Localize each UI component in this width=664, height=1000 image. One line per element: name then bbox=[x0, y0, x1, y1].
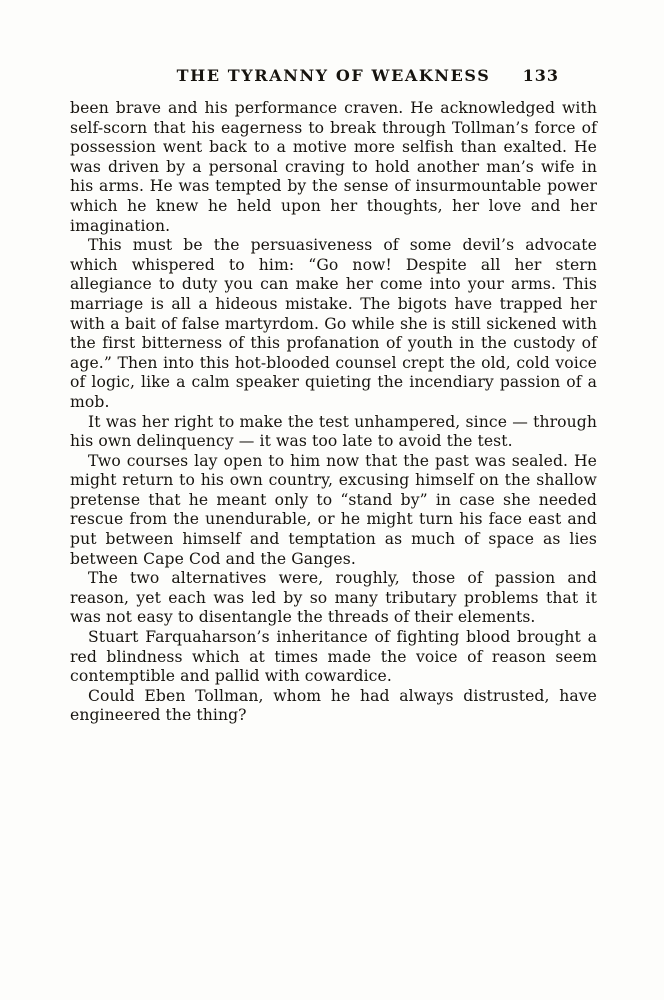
running-title: THE TYRANNY OF WEAKNESS bbox=[176, 66, 491, 85]
paragraph: The two alternatives were, roughly, those of passion and reason, yet each was led by so many tributary problems that it was not easy to disentangle the threads of their elements. bbox=[70, 569, 597, 627]
paragraph: It was her right to make the test unhampered, since — through his own delinquency — it was too late to avoid the test. bbox=[70, 412, 597, 451]
paragraph: This must be the persuasiveness of some devil’s advocate which whispered to him: “Go now! Despite all her stern allegiance to duty you can make her come into your arms. This marriage is all a hideous mistake. The bigots have trapped her with a bait of false martyrdom. Go while she is still sickened with the first bitterness of this profanation of youth in the custody of age.” Then into this hot-blooded counsel crept the old, cold voice of logic, like a calm speaker quieting the incendiary passion of a mob. bbox=[70, 236, 597, 411]
paragraph: been brave and his performance craven. He acknowledged with self-scorn that his eagerness to break through Tollman’s force of possession went back to a motive more selfish than exalted. He was driven by a personal craving to hold another man’s wife in his arms. He was tempted by the sense of insurmountable power which he knew he held upon her thoughts, her love and her imagination. bbox=[70, 99, 597, 235]
text-block bbox=[70, 99, 597, 726]
page-number: 133 bbox=[522, 66, 559, 85]
running-header bbox=[70, 66, 597, 88]
paragraph: Stuart Farquaharson’s inheritance of fighting blood brought a red blindness which at times made the voice of reason seem contemptible and pallid with cowardice. bbox=[70, 628, 597, 686]
paragraph: Two courses lay open to him now that the past was sealed. He might return to his own country, excusing himself on the shallow pretense that he meant only to “stand by” in case she needed rescue from the unendurable, or he might turn his face east and put between himself and temptation as much of space as lies between Cape Cod and the Ganges. bbox=[70, 451, 597, 568]
paragraph: Could Eben Tollman, whom he had always distrusted, have engineered the thing? bbox=[70, 686, 597, 725]
